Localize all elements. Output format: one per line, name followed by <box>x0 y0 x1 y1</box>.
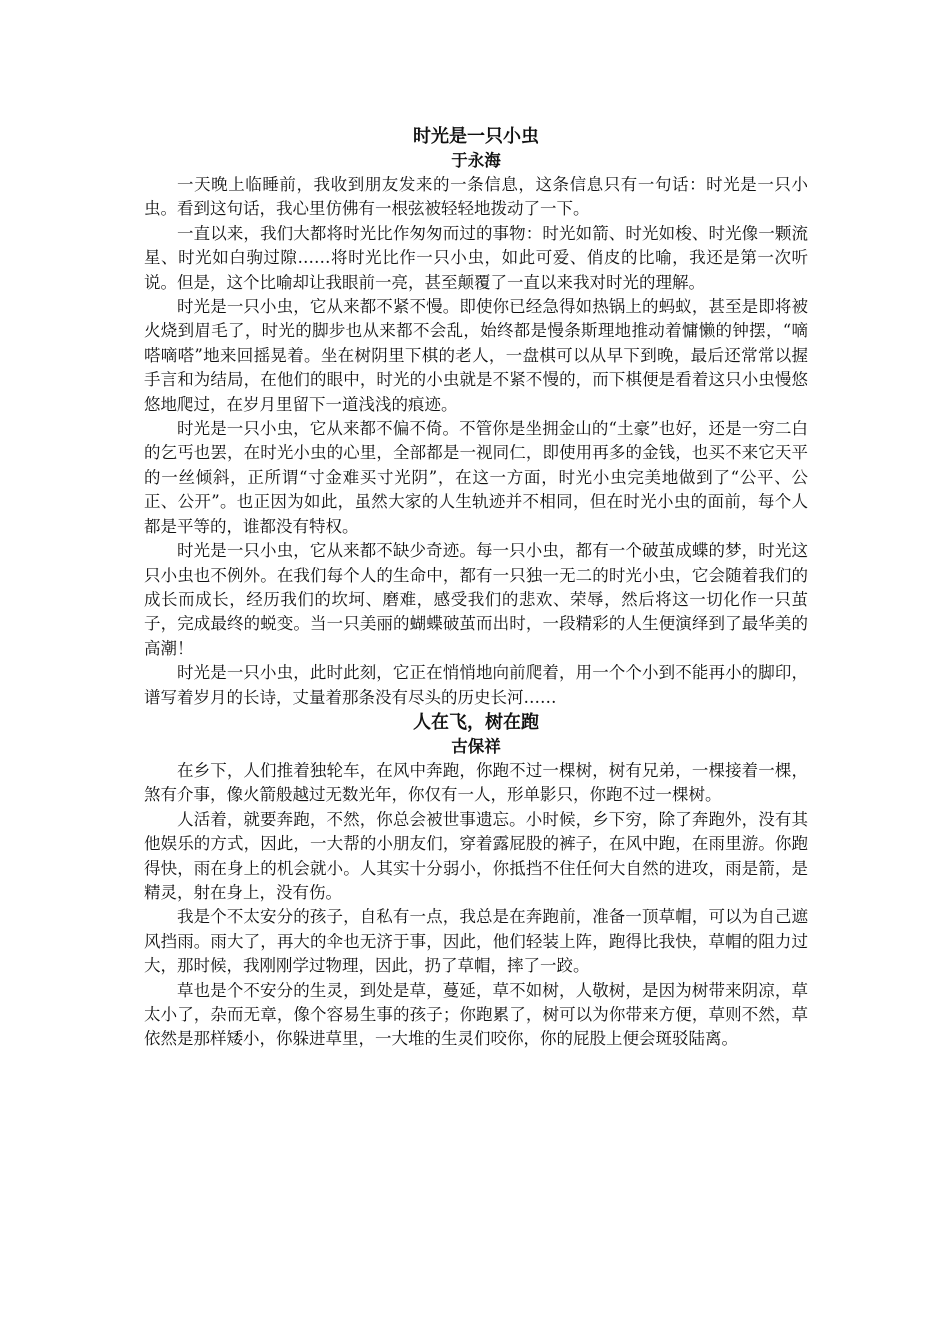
article-author: 于永海 <box>451 151 501 170</box>
paragraph: 在乡下，人们推着独轮车，在风中奔跑，你跑不过一棵树，树有兄弟，一棵接着一棵，煞有介事，像火箭般越过无数光年，你仅有一人，形单影只，你跑不过一棵树。 <box>144 760 808 805</box>
paragraph: 时光是一只小虫，它从来都不缺少奇迹。每一只小虫，都有一个破茧成蝶的梦，时光这只小虫也不例外。在我们每个人的生命中，都有一只独一无二的时光小虫，它会随着我们的成长而成长，经历我们的坎坷、磨难，感受我们的悲欢、荣辱，然后将这一切化作一只茧子，完成最终的蜕变。当一只美丽的蝴蝶破茧而出时，一段精彩的人生便演绎到了最华美的高潮！ <box>144 541 808 658</box>
paragraph: 时光是一只小虫，此时此刻，它正在悄悄地向前爬着，用一个个小到不能再小的脚印，谱写着岁月的长诗，丈量着那条没有尽头的历史长河…… <box>144 663 808 707</box>
paragraph: 时光是一只小虫，它从来都不紧不慢。即使你已经急得如热锅上的蚂蚁，甚至是即将被火烧到眉毛了，时光的脚步也从来都不会乱，始终都是慢条斯理地推动着慵懒的钟摆，“嘀嗒嘀嗒”地来回摇晃着。坐在树阴里下棋的老人，一盘棋可以从早下到晚，最后还常常以握手言和为结局，在他们的眼中，时光的小虫就是不紧不慢的，而下棋便是看着这只小虫慢悠悠地爬过，在岁月里留下一道浅浅的痕迹。 <box>144 297 808 414</box>
paragraph: 一天晚上临睡前，我收到朋友发来的一条信息，这条信息只有一句话：时光是一只小虫。看到这句话，我心里仿佛有一根弦被轻轻地拨动了一下。 <box>144 175 808 219</box>
article-author: 古保祥 <box>451 736 501 756</box>
paragraph: 我是个不太安分的孩子，自私有一点，我总是在奔跑前，准备一顶草帽，可以为自己遮风挡雨。雨大了，再大的伞也无济于事，因此，他们轻装上阵，跑得比我快，草帽的阻力过大，那时候，我刚刚学过物理，因此，扔了草帽，摔了一跤。 <box>144 907 808 976</box>
article-title: 时光是一只小虫 <box>413 126 539 147</box>
paragraph: 人活着，就要奔跑，不然，你总会被世事遗忘。小时候，乡下穷，除了奔跑外，没有其他娱乐的方式，因此，一大帮的小朋友们，穿着露屁股的裤子，在风中跑，在雨里游。你跑得快，雨在身上的机会就小。人其实十分弱小，你抵挡不住任何大自然的进攻，雨是箭，是精灵，射在身上，没有伤。 <box>144 809 808 902</box>
article-title: 人在飞，树在跑 <box>413 711 539 733</box>
paragraph: 时光是一只小虫，它从来都不偏不倚。不管你是坐拥金山的“土豪”也好，还是一穷二白的乞丐也罢，在时光小虫的心里，全部都是一视同仁，即使用再多的金钱，也买不来它天平的一丝倾斜，正所谓“寸金难买寸光阴”，在这一方面，时光小虫完美地做到了“公平、公正、公开”。也正因为如此，虽然大家的人生轨迹并不相同，但在时光小虫的面前，每个人都是平等的，谁都没有特权。 <box>144 419 808 536</box>
document-page <box>144 124 808 1052</box>
paragraph: 一直以来，我们大都将时光比作匆匆而过的事物：时光如箭、时光如梭、时光像一颗流星、时光如白驹过隙……将时光比作一只小虫，如此可爱、俏皮的比喻，我还是第一次听说。但是，这个比喻却让我眼前一亮，甚至颠覆了一直以来我对时光的理解。 <box>144 223 808 292</box>
paragraph: 草也是个不安分的生灵，到处是草，蔓延，草不如树，人敬树，是因为树带来阴凉，草太小了，杂而无章，像个容易生事的孩子；你跑累了，树可以为你带来方便，草则不然，草依然是那样矮小，你躲进草里，一大堆的生灵们咬你，你的屁股上便会斑驳陆离。 <box>144 980 808 1049</box>
